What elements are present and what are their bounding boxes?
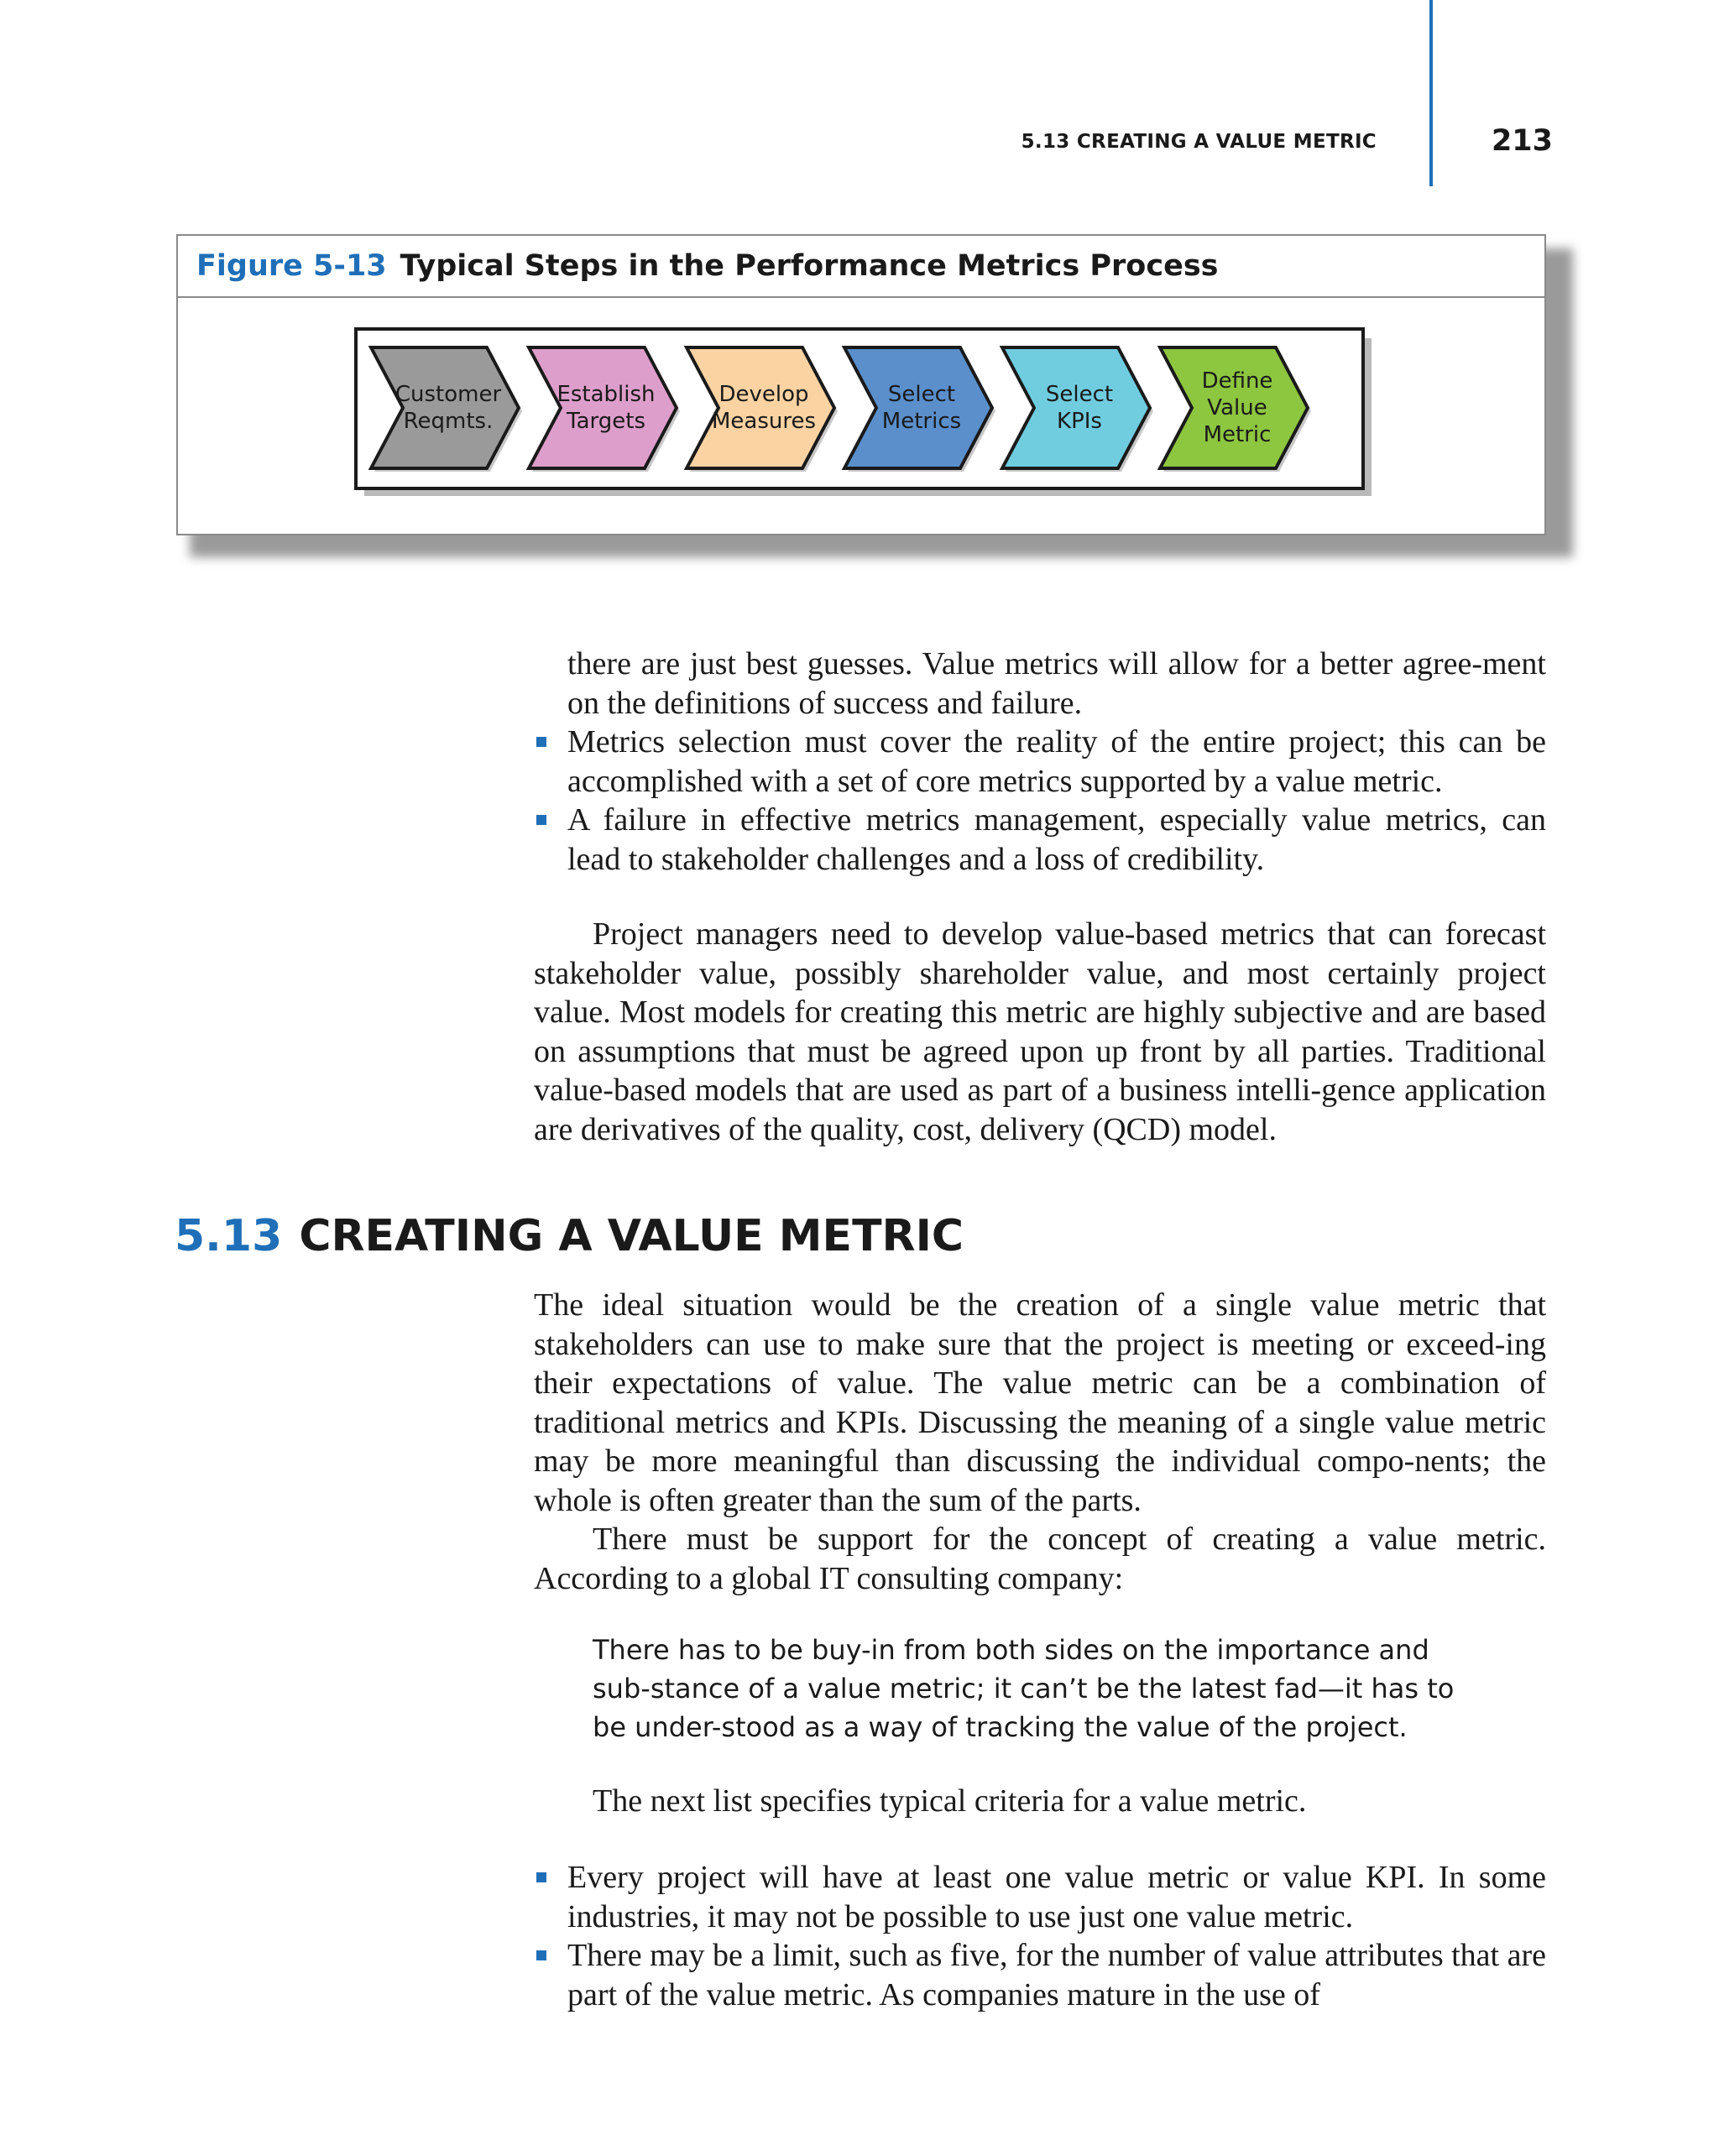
step-label-line: Establish xyxy=(556,382,656,407)
step-label-line: Metric xyxy=(1203,422,1272,447)
step-label-line: KPIs xyxy=(1057,409,1102,434)
figure-caption xyxy=(178,236,1544,298)
section-heading xyxy=(175,1211,964,1261)
bullet-marker xyxy=(536,1872,546,1882)
step-label xyxy=(1174,368,1300,448)
step-label xyxy=(1016,381,1142,435)
step-label-line: Select xyxy=(887,382,956,407)
step-label-line: Define xyxy=(1201,368,1273,394)
running-head: 5.13 CREATING A VALUE METRIC xyxy=(1021,131,1377,153)
step-label-line: Develop xyxy=(718,382,809,407)
bullet-item-4 xyxy=(567,1936,1546,2014)
bullet-item-3 xyxy=(567,1858,1546,1936)
paragraph-4: The next list specifies typical criteria for a value metric. xyxy=(593,1783,1307,1819)
step-label-line: Measures xyxy=(711,409,817,434)
bullet-marker xyxy=(536,737,546,747)
bullet-text: Metrics selection must cover the reality of the entire project; this can be accomplished with a set of core metrics supported by a value metric. xyxy=(567,724,1546,799)
continued-text: there are just best guesses. Value metrics will allow for a better agree-ment on the definitions of success and failure. xyxy=(567,646,1546,721)
figure-title: Typical Steps in the Performance Metrics Process xyxy=(400,249,1219,283)
bullet-text: There may be a limit, such as five, for the number of value attributes that are part of the value metric. As companies mature in the use of xyxy=(567,1938,1546,2012)
paragraph-1: Project managers need to develop value-based metrics that can forecast stakeholder value, possibly shareholder value, and most certainly project value. Most models for creating this metric are highly subjective and are based on assumptions that must be agreed upon up front by all parties. Traditional value-based models that are used as part of a business intelli-gence application are derivatives of the quality, cost, delivery (QCD) model. xyxy=(534,916,1546,1147)
figure-number: Figure 5-13 xyxy=(196,249,387,283)
section-number: 5.13 xyxy=(175,1211,283,1261)
bullet-marker xyxy=(536,815,546,825)
step-label-line: Select xyxy=(1045,382,1114,407)
paragraph-3: There must be support for the concept of creating a value metric. According to a global IT consulting company: xyxy=(534,1522,1546,1596)
paragraph-2: The ideal situation would be the creation of a single value metric that stakeholders can use to make sure that the project is meeting or exceed-ing their expectations of value. The value metric can be a combination of traditional metrics and KPIs. Discussing the meaning of a single value metric may be more meaningful than discussing the individual compo-nents; the whole is often greater than the sum of the parts. xyxy=(534,1287,1546,1518)
step-label-line: Reqmts. xyxy=(403,409,494,434)
section-title: CREATING A VALUE METRIC xyxy=(299,1211,964,1261)
step-label-line: Targets xyxy=(567,409,645,434)
step-label xyxy=(859,381,985,435)
block-quote: There has to be buy-in from both sides on the importance and sub-stance of a value metric; it can’t be the latest fad—it has to be under-stood as a way of tracking the value of the project. xyxy=(593,1634,1455,1743)
bullet-item-1 xyxy=(567,723,1546,801)
bullet-text: A failure in effective metrics management, especially value metrics, can lead to stakeholder challenges and a loss of credibility. xyxy=(567,802,1546,877)
step-label xyxy=(543,381,669,435)
step-label-line: Value xyxy=(1207,395,1267,420)
page-number: 213 xyxy=(1491,124,1553,158)
bullet-item-2 xyxy=(567,801,1546,879)
process-diagram xyxy=(354,327,1365,490)
step-label-line: Customer xyxy=(394,382,502,407)
bullet-text: Every project will have at least one value metric or value KPI. In some industries, it may not be possible to use just one value metric. xyxy=(567,1860,1546,1934)
bullet-marker xyxy=(536,1950,546,1960)
header-rule xyxy=(1429,0,1433,186)
step-label xyxy=(701,381,827,435)
step-label xyxy=(385,381,511,435)
step-label-line: Metrics xyxy=(881,409,962,434)
